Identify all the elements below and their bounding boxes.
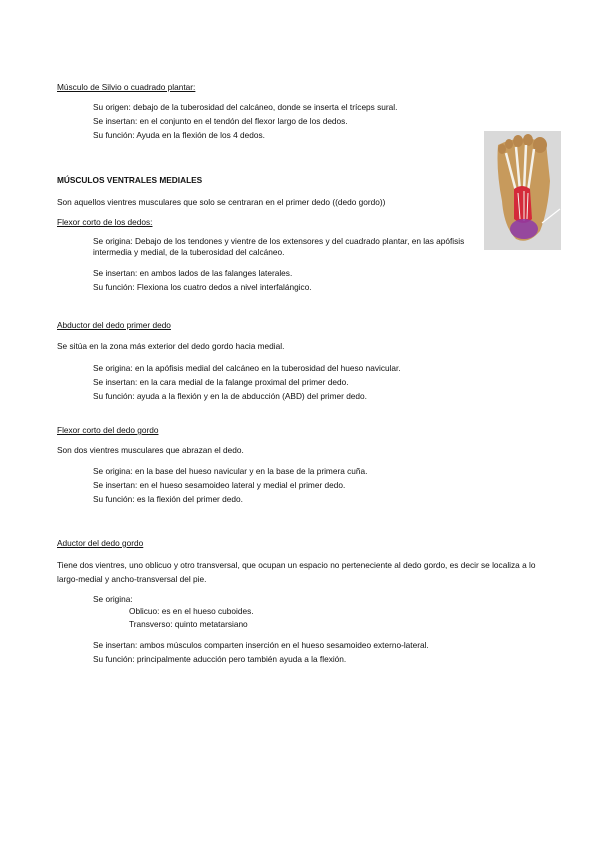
flexor-gordo-insertion: Se insertan: en el hueso sesamoideo lateral y medial el primer dedo. — [93, 480, 346, 490]
abductor-heading: Abductor del dedo primer dedo — [57, 320, 171, 330]
aductor-function: Su función: principalmente aducción pero también ayuda a la flexión. — [93, 654, 347, 664]
abductor-insertion: Se insertan: en la cara medial de la falange proximal del primer dedo. — [93, 377, 349, 387]
abductor-origin: Se origina: en la apófisis medial del calcáneo en la tuberosidad del hueso navicular. — [93, 363, 401, 373]
flexor-gordo-heading: Flexor corto del dedo gordo — [57, 425, 159, 435]
aductor-origin-label: Se origina: — [93, 594, 133, 604]
flexor-dedos-heading: Flexor corto de los dedos: — [57, 217, 153, 227]
aductor-insertion: Se insertan: ambos músculos comparten inserción en el hueso sesamoideo externo-lateral. — [93, 640, 429, 650]
silvio-heading: Músculo de Silvio o cuadrado plantar: — [57, 82, 196, 92]
flexor-gordo-intro: Son dos vientres musculares que abrazan el dedo. — [57, 445, 244, 455]
silvio-insertion: Se insertan: en el conjunto en el tendón del flexor largo de los dedos. — [93, 116, 348, 126]
flexor-gordo-origin: Se origina: en la base del hueso navicular y en la base de la primera cuña. — [93, 466, 368, 476]
flexor-dedos-insertion: Se insertan: en ambos lados de las falanges laterales. — [93, 268, 293, 278]
flexor-dedos-function: Su función: Flexiona los cuatro dedos a nivel interfalángico. — [93, 282, 312, 292]
foot-anatomy-illustration-icon — [484, 131, 561, 250]
ventrales-intro: Son aquellos vientres musculares que solo se centraran en el primer dedo ((dedo gordo)) — [57, 197, 386, 207]
silvio-origin: Su origen: debajo de la tuberosidad del calcáneo, donde se inserta el tríceps sural. — [93, 102, 398, 112]
aductor-heading: Aductor del dedo gordo — [57, 538, 144, 548]
aductor-oblicuo: Oblicuo: es en el hueso cuboides. — [129, 606, 254, 616]
foot-anatomy-figure — [484, 131, 561, 250]
ventrales-heading: MÚSCULOS VENTRALES MEDIALES — [57, 175, 203, 185]
flexor-gordo-function: Su función: es la flexión del primer dedo. — [93, 494, 243, 504]
aductor-intro: Tiene dos vientres, uno oblicuo y otro transversal, que ocupan un espacio no perteneciente al dedo gordo, es decir se localiza a lo largo-medial y ancho-transversal del pie. — [57, 560, 536, 584]
aductor-transverso: Transverso: quinto metatarsiano — [129, 619, 248, 629]
flexor-dedos-origin: Se origina: Debajo de los tendones y vientre de los extensores y del cuadrado plantar, en las apófisis intermedia y medial, de la tuberosidad del calcáneo. — [93, 236, 465, 257]
silvio-function: Su función: Ayuda en la flexión de los 4 dedos. — [93, 130, 265, 140]
abductor-intro: Se sitúa en la zona más exterior del dedo gordo hacia medial. — [57, 341, 285, 351]
abductor-function: Su función: ayuda a la flexión y en la de abducción (ABD) del primer dedo. — [93, 391, 367, 401]
